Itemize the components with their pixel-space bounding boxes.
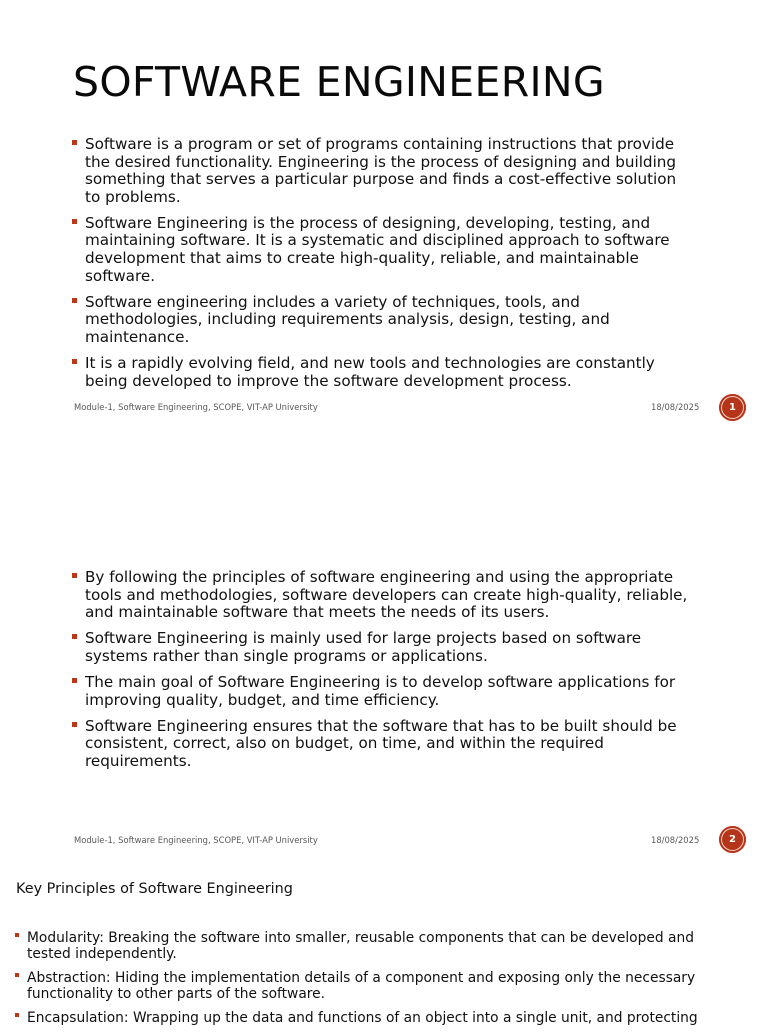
list-item	[72, 294, 692, 347]
list-item	[72, 569, 692, 622]
bullet-text: Software Engineering is the process of designing, developing, testing, and maintaining software. It is a systematic and disciplined approach to software development that aims to create high-quality, reliable, and maintainable software.	[85, 213, 670, 285]
slide-3	[0, 864, 768, 1024]
slide-footer: Module-1, Software Engineering, SCOPE, VIT-AP University	[74, 835, 318, 845]
slide-date: 18/08/2025	[651, 835, 700, 845]
slide-heading: Key Principles of Software Engineering	[16, 881, 293, 897]
bullet-text: Encapsulation: Wrapping up the data and functions of an object into a single unit, and protecting	[27, 1010, 698, 1026]
bullet-square-icon	[15, 973, 19, 977]
bullet-square-icon	[72, 634, 77, 639]
bullet-list	[72, 136, 692, 399]
slide-2	[0, 432, 768, 864]
bullet-text: By following the principles of software engineering and using the appropriate tools and methodologies, software developers can create high-quality, reliable, and maintainable software that meets the needs of its users.	[85, 568, 688, 622]
list-item	[15, 970, 735, 1002]
bullet-text: Software Engineering ensures that the software that has to be built should be consistent, correct, also on budget, on time, and within the required requirements.	[85, 716, 677, 770]
slide-date: 18/08/2025	[651, 402, 700, 412]
slide-footer: Module-1, Software Engineering, SCOPE, VIT-AP University	[74, 402, 318, 412]
bullet-square-icon	[15, 1013, 19, 1017]
slide-1	[0, 0, 768, 432]
bullet-text: Software is a program or set of programs containing instructions that provide the desired functionality. Engineering is the process of designing and building something that serves a particular purpose and finds a cost-effective solution to problems.	[85, 135, 677, 206]
list-item	[72, 215, 692, 285]
bullet-square-icon	[72, 678, 77, 683]
page-number-badge: 2	[719, 826, 746, 853]
bullet-text: Abstraction: Hiding the implementation details of a component and exposing only the necessary functionality to other parts of the software.	[27, 970, 696, 1002]
bullet-text: Modularity: Breaking the software into smaller, reusable components that can be developed and tested independently.	[27, 930, 694, 962]
list-item	[72, 674, 692, 709]
list-item	[72, 718, 692, 771]
bullet-square-icon	[72, 359, 77, 364]
bullet-list	[15, 930, 735, 1034]
bullet-square-icon	[72, 219, 77, 224]
list-item	[72, 136, 692, 206]
bullet-square-icon	[72, 140, 77, 145]
bullet-text: The main goal of Software Engineering is to develop software applications for improving quality, budget, and time efficiency.	[85, 672, 676, 709]
list-item	[15, 930, 735, 962]
bullet-list	[72, 569, 692, 779]
slide-title: SOFTWARE ENGINEERING	[73, 58, 605, 106]
bullet-square-icon	[72, 573, 77, 578]
bullet-square-icon	[72, 298, 77, 303]
bullet-text: Software Engineering is mainly used for large projects based on software systems rather than single programs or applications.	[85, 629, 642, 665]
bullet-square-icon	[15, 933, 19, 937]
bullet-text: Software engineering includes a variety of techniques, tools, and methodologies, including requirements analysis, design, testing, and maintenance.	[85, 292, 610, 346]
bullet-text: It is a rapidly evolving field, and new tools and technologies are constantly being developed to improve the software development process.	[85, 354, 655, 390]
list-item	[72, 630, 692, 665]
list-item	[72, 355, 692, 390]
bullet-square-icon	[72, 722, 77, 727]
page-number-badge: 1	[719, 394, 746, 421]
